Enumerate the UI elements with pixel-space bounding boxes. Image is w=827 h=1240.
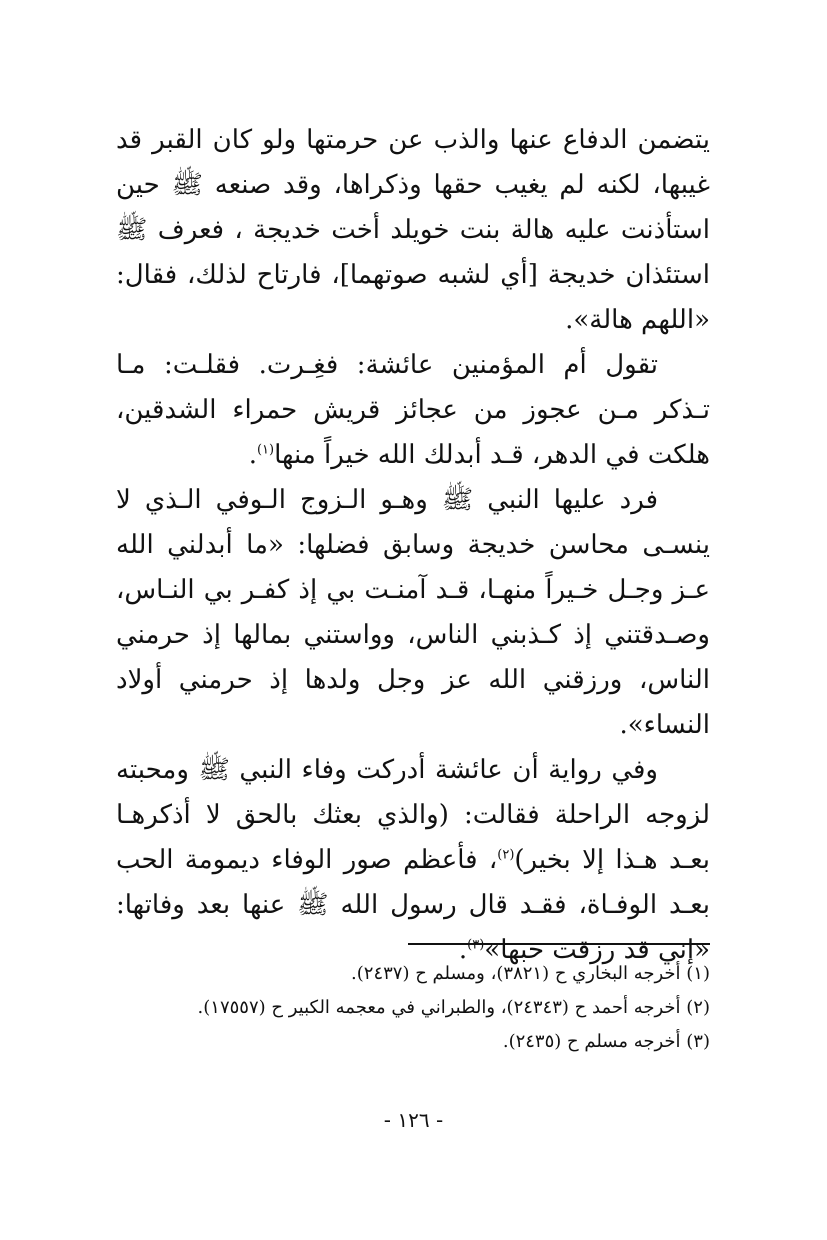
footnote-ref-1: (١) — [256, 442, 275, 458]
paragraph-2-end: . — [248, 440, 257, 470]
paragraph-2 — [116, 343, 710, 478]
footnote-ref-3: (٣) — [467, 937, 485, 953]
paragraph-1: يتضمن الدفاع عنها والذب عن حرمتها ولو كان القبر قد غيبها، لكنه لم يغيب حقها وذكراها، وقد صنعه ﷺ حين استأذنت عليه هالة بنت خويلد أخت خديجة ، فعرف ﷺ استئذان خديجة [أي لشبه صوتهما]، فارتاح لذلك، فقال: «اللهم هالة». — [116, 125, 710, 335]
paragraph-2-text: تقول أم المؤمنين عائشة: فغِـرت. فقلـت: مـا تـذكر مـن عجوز من عجائز قريش حمراء الشدقين، هلكت في الدهر، قـد أبدلك الله خيراً منها — [116, 350, 710, 470]
footnotes — [116, 957, 710, 1059]
footnote-3: (٣) أخرجه مسلم ح (٢٤٣٥). — [502, 1031, 710, 1052]
paragraph-4-text-2: ، فأعظم صور الوفاء ديمومة الحب بعـد الوفـاة، فقـد قال رسول الله ﷺ عنها بعد وفاتها: «إني قد رزقت حبها» — [116, 845, 710, 965]
body-text — [116, 118, 710, 973]
paragraph-3: فرد عليها النبي ﷺ وهـو الـزوج الـوفي الـذي لا ينسـى محاسن خديجة وسابق فضلها: «ما أبدلني الله عـز وجـل خـيراً منهـا، قـد آمنـت بي إذ كفـر بي النـاس، وصـدقتني إذ كـذبني الناس، وواستني بمالها إذ حرمني الناس، ورزقني الله عز وجل ولدها إذ حرمني أولاد النساء». — [116, 485, 710, 740]
footnote-2: (٢) أخرجه أحمد ح (٢٤٣٤٣)، والطبراني في معجمه الكبير ح (١٧٥٥٧). — [197, 997, 710, 1018]
footnote-divider — [408, 943, 710, 945]
paragraph-4-text-1: وفي رواية أن عائشة أدركت وفاء النبي ﷺ ومحبته لزوجه الراحلة فقالت: (والذي بعثك بالحق لا أذكرهـا بعـد هـذا إلا بخير) — [116, 755, 710, 875]
paragraph-4-end: . — [458, 935, 468, 965]
page-number: - ١٢٦ - — [383, 1108, 444, 1132]
footnote-ref-2: (٢) — [497, 847, 515, 863]
footnote-1: (١) أخرجه البخاري ح (٣٨٢١)، ومسلم ح (٢٤٣٧). — [351, 963, 710, 984]
paragraph-4 — [116, 748, 710, 973]
